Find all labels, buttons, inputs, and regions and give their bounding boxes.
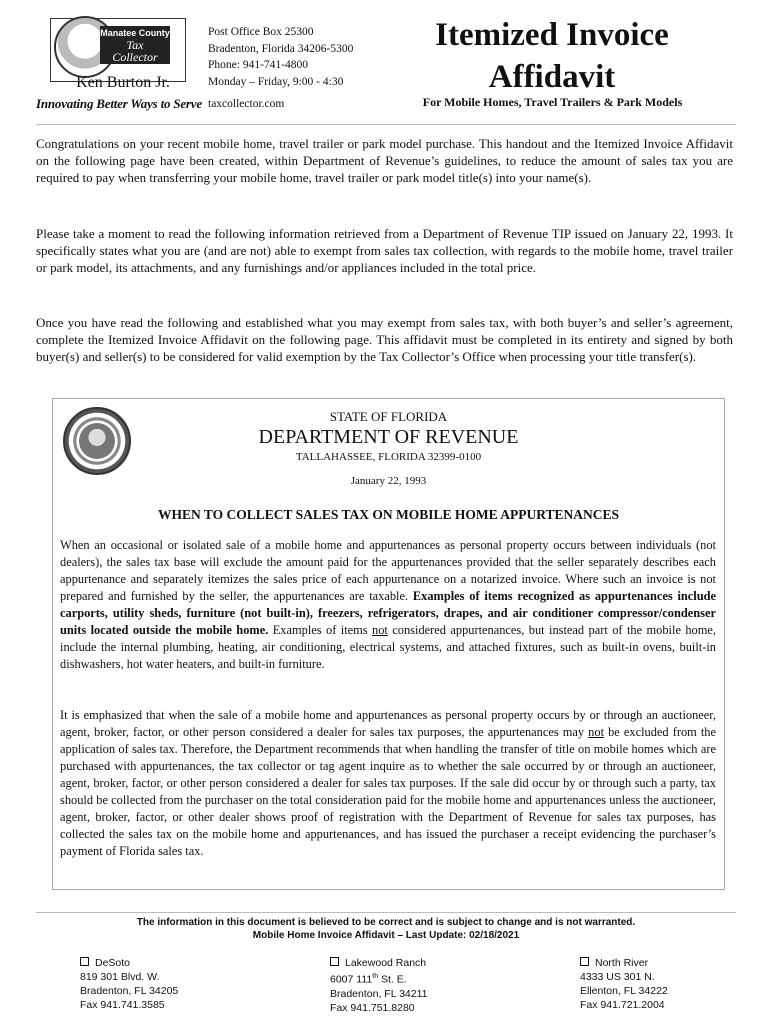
intro-paragraph-1: Congratulations on your recent mobile home, travel trailer or park model purchase. This handout and the Itemized Invoice Affidavit on the following page have been created, within Department of Revenue’s guidelines, to reduce the amount of sales tax you are required to pay when transferring your mobile home, travel trailer or park model title(s) into your name(s). [36, 136, 733, 185]
checkbox-icon[interactable] [80, 957, 89, 966]
dor-tip-box [52, 398, 725, 890]
tip-paragraph-1: When an occasional or isolated sale of a mobile home and appurtenances as personal property occurs between individuals (not dealers), the sales tax base will exclude the amount paid for the appurtenances provided that the seller separately describes each appurtenance and separately itemizes the sales price of each appurtenance on a notarized invoice. Where such an invoice is not prepared and furnished by the seller, the appurtenances are taxable. Examples of items recognized as appurtenances include carports, utility sheds, furniture (not built-in), freezers, refrigerators, drapes, and air conditioner compressor/condenser units located outside the mobile home. Examples of items not considered appurtenances, but instead part of the mobile home, include the internal plumbing, heating, air conditioning, electrical systems, and attached fixtures, such as built-in ovens, built-in dishwashers, hot water heaters, and built-in furniture. [60, 538, 716, 671]
department-address: TALLAHASSEE, FLORIDA 32399-0100 [295, 451, 482, 463]
logo-name: Ken Burton Jr. [76, 74, 170, 91]
office-lakewood-ranch [330, 956, 428, 1015]
page-title [382, 14, 722, 98]
tip-date: January 22, 1993 [350, 475, 427, 487]
office-fax: Fax 941.721.2004 [580, 999, 665, 1011]
last-update: Mobile Home Invoice Affidavit – Last Update: 02/18/2021 [252, 930, 520, 941]
appurtenance-examples: Examples of items recognized as appurtenances include carports, utility sheds, furniture (not built-in), freezers, refrigerators, drapes, and air conditioner compressor/condenser units located outside the mobile home. [60, 589, 716, 637]
office-fax: Fax 941.751.8280 [330, 1001, 415, 1014]
office-city: Bradenton, FL 34205 [80, 985, 179, 997]
office-desoto [80, 956, 178, 1012]
website-link[interactable]: taxcollector.com [208, 98, 285, 110]
po-box: Post Office Box 25300 [208, 26, 314, 38]
office-fax: Fax 941.741.3585 [80, 999, 165, 1011]
header-divider [36, 124, 736, 125]
office-hours: Monday – Friday, 9:00 - 4:30 [208, 75, 344, 88]
office-name: Lakewood Ranch [345, 957, 427, 969]
intro-paragraph-2: Please take a moment to read the following information retrieved from a Department of Revenue TIP issued on January 22, 1993. It specifically states what you are (and are not) able to exempt from sales tax collection, with regards to the mobile home, travel trailer or park model, its attachments, and any furnishings and/or appliances included in the total price. [36, 226, 733, 275]
checkbox-icon[interactable] [580, 957, 589, 966]
footer-divider [36, 912, 736, 913]
office-city: Ellenton, FL 34222 [580, 985, 668, 997]
tip-paragraph-2: It is emphasized that when the sale of a mobile home and appurtenances as personal property occurs by or through an auctioneer, agent, broker, factor, or other person considered a dealer for sales tax purposes, the appurtenances may not be excluded from the application of sales tax. Therefore, the Department recommends that when handling the transfer of title on mobile homes which are purchased with appurtenances, the tax collector or tag agent inquire as to whether the sale occurred by or through an auctioneer, agent, broker, factor, or other person considered a dealer for sales tax purposes. If the sale did occur by or through such a party, tax should be collected from the purchaser on the total consideration paid for the mobile home and appurtenances unless the auctioneer, agent, broker, factor, or other dealer shows proof of registration with the Department of Revenue for sales tax purposes, has collected the sales tax on the mobile home and appurtenances, and has issued the purchaser a receipt evidencing the purchaser’s payment of Florida sales tax. [60, 708, 717, 858]
logo-slogan: Innovating Better Ways to Serve [36, 96, 202, 111]
tax-collector-logo [36, 14, 202, 114]
logo-tax: Tax [126, 38, 144, 52]
checkbox-icon[interactable] [330, 957, 339, 966]
disclaimer-text: The information in this document is believed to be correct and is subject to change and is not warranted. [136, 917, 636, 928]
logo-panel [100, 26, 170, 64]
tip-heading: WHEN TO COLLECT SALES TAX ON MOBILE HOME APPURTENANCES [157, 507, 620, 522]
office-street: 4333 US 301 N. [580, 971, 655, 983]
office-city: Bradenton, FL 34211 [330, 987, 428, 1000]
intro-paragraph-3: Once you have read the following and established what you may exempt from sales tax, with both buyer’s and seller’s agreement, complete the Itemized Invoice Affidavit on the following page. This affidavit must be completed in its entirety and signed by both buyer(s) and seller(s) to be considered for valid exemption by the Tax Collector’s Office when processing your title transfer(s). [36, 315, 733, 364]
department-name: DEPARTMENT OF REVENUE [258, 426, 519, 448]
office-name: DeSoto [95, 957, 131, 969]
title-line-2: Affidavit [488, 59, 616, 95]
logo-collector: Collector [112, 50, 158, 64]
title-line-1: Itemized Invoice [435, 17, 669, 53]
state-name: STATE OF FLORIDA [329, 409, 448, 424]
logo-county: Manatee County [100, 28, 170, 38]
office-name: North River [595, 957, 649, 969]
office-street: 819 301 Blvd. W. [80, 971, 160, 983]
city-address: Bradenton, Florida 34206-5300 [208, 42, 354, 55]
office-north-river [580, 956, 668, 1012]
phone: Phone: 941-741-4800 [208, 59, 308, 71]
contact-block [208, 24, 353, 113]
page-subtitle: For Mobile Homes, Travel Trailers & Park Models [422, 95, 683, 109]
disclaimer [36, 916, 736, 942]
office-street: 6007 111th St. E. [330, 973, 407, 986]
